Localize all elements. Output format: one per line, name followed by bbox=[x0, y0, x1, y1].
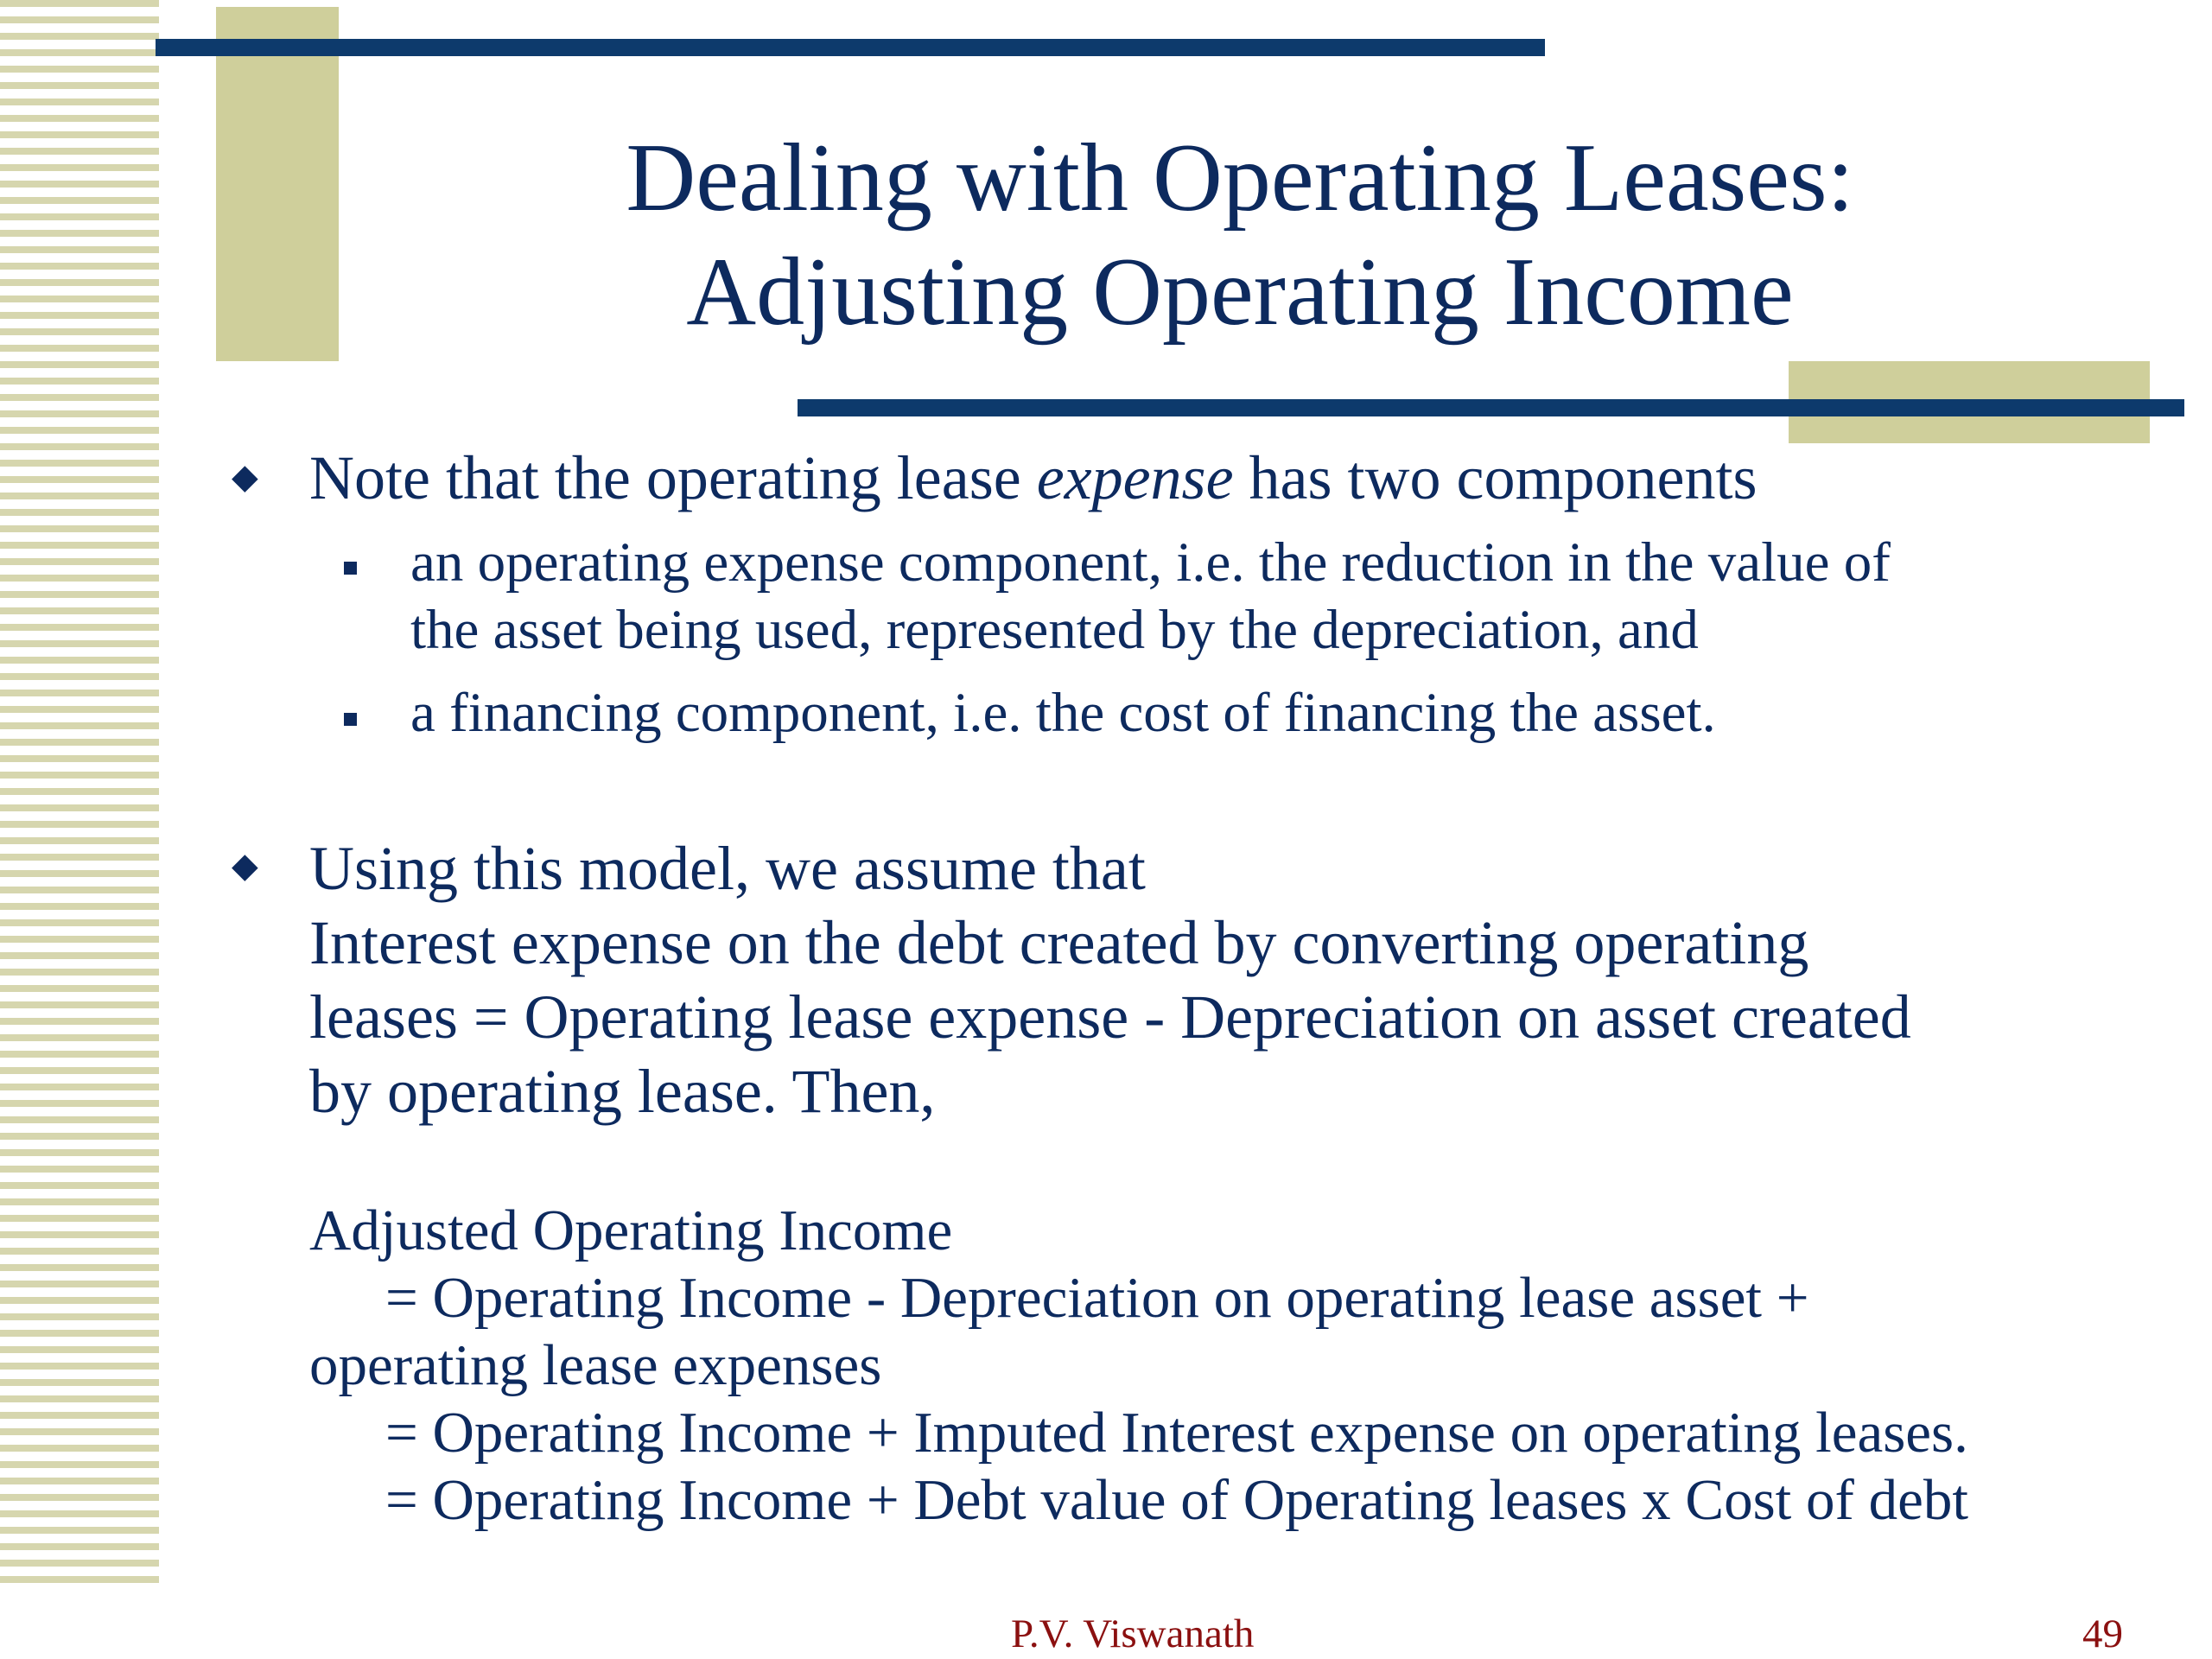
slide-title-line2: Adjusting Operating Income bbox=[686, 238, 1794, 346]
decorative-stripes bbox=[0, 0, 159, 1586]
page-number: 49 bbox=[2082, 1611, 2123, 1656]
slide-title bbox=[372, 121, 2108, 349]
square-bullet-icon bbox=[344, 713, 357, 726]
footer-author: P.V. Viswanath bbox=[1011, 1611, 1255, 1656]
bullet2-line3: leases = Operating lease expense - Depreciation on asset created bbox=[309, 982, 1911, 1052]
decorative-line-top bbox=[156, 39, 1545, 56]
sub-bullet-financing bbox=[410, 679, 1716, 747]
slide-title-line1: Dealing with Operating Leases: bbox=[626, 124, 1854, 232]
bullet2-line1: Using this model, we assume that bbox=[309, 834, 1146, 903]
bullet1-text-before: Note that the operating lease bbox=[309, 443, 1037, 512]
sub-bullet2-line1: a financing component, i.e. the cost of financing the asset. bbox=[410, 682, 1716, 744]
bullet1-emphasis: expense bbox=[1036, 443, 1234, 512]
bullet-lease-expense bbox=[309, 442, 1757, 513]
bullet-model-assumption bbox=[309, 831, 2124, 1128]
diamond-bullet-icon: ◆ bbox=[232, 457, 258, 496]
decorative-block-top bbox=[216, 7, 339, 361]
sub-bullet1-line1: an operating expense component, i.e. the reduction in the value of bbox=[410, 531, 1891, 594]
formula-line3: = Operating Income + Imputed Interest expense on operating leases. bbox=[385, 1401, 1968, 1465]
diamond-bullet-icon: ◆ bbox=[232, 846, 258, 885]
decorative-line-bottom bbox=[798, 399, 2184, 416]
formula-heading: Adjusted Operating Income bbox=[309, 1198, 953, 1262]
square-bullet-icon bbox=[344, 562, 357, 575]
bullet2-line2: Interest expense on the debt created by converting operating bbox=[309, 908, 1809, 977]
formula-line4: = Operating Income + Debt value of Operating leases x Cost of debt bbox=[385, 1468, 1968, 1532]
bullet2-line4: by operating lease. Then, bbox=[309, 1057, 936, 1126]
formula-line2: operating lease expenses bbox=[309, 1333, 882, 1397]
sub-bullet1-line2: the asset being used, represented by the depreciation, and bbox=[410, 599, 1699, 661]
adjusted-income-formula bbox=[309, 1197, 2167, 1534]
sub-bullet-operating-expense bbox=[410, 529, 2121, 664]
formula-line1: = Operating Income - Depreciation on operating lease asset + bbox=[385, 1266, 1809, 1330]
bullet1-text-after: has two components bbox=[1233, 443, 1758, 512]
